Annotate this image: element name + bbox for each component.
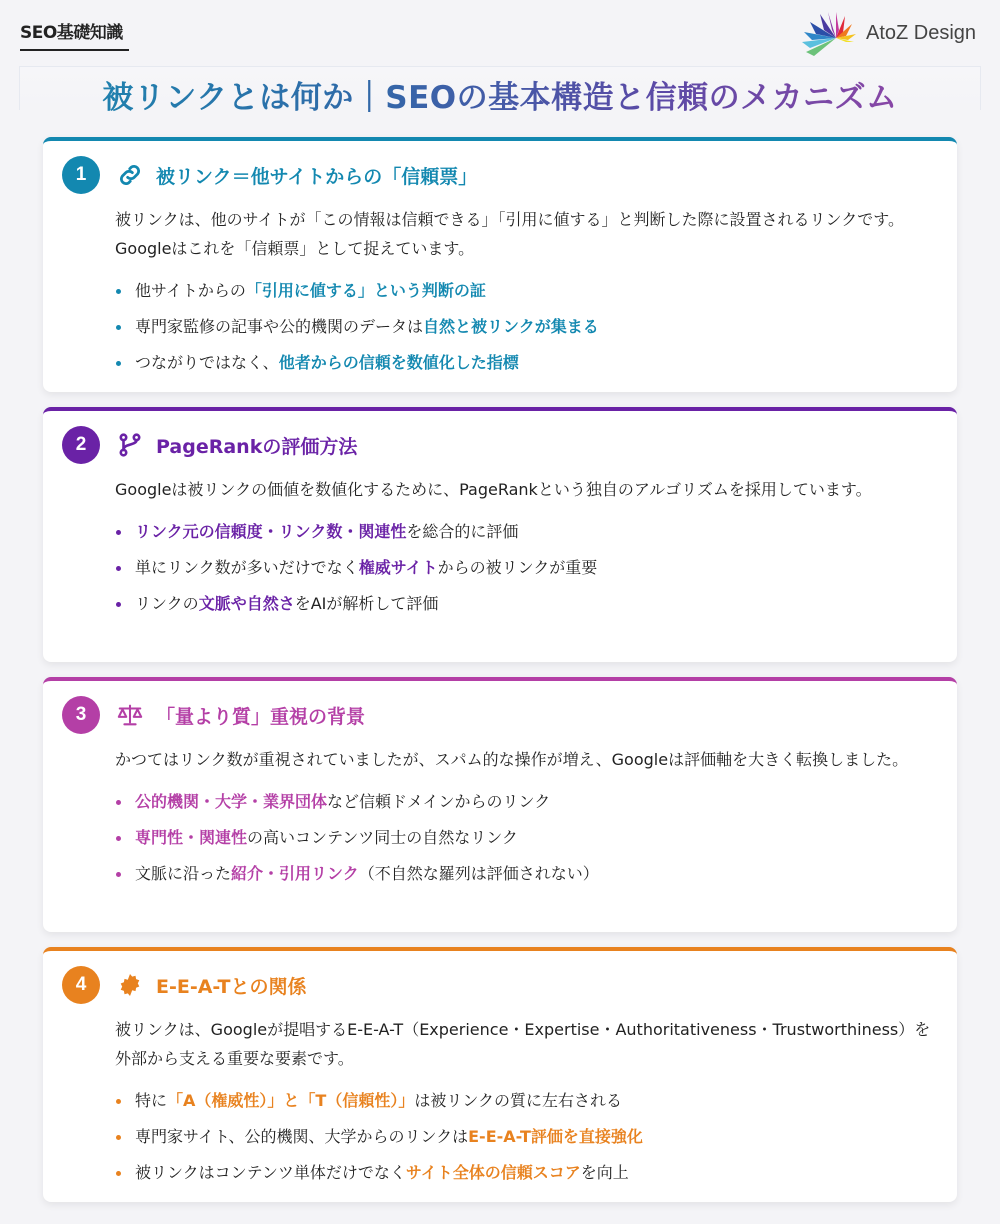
bullet-item: 専門家監修の記事や公的機関のデータは自然と被リンクが集まる xyxy=(115,309,937,345)
section-card-4 xyxy=(43,947,957,1202)
section-header xyxy=(62,696,365,734)
bullet-list xyxy=(115,514,937,622)
bullet-list xyxy=(115,784,937,892)
top-bar xyxy=(0,0,1000,66)
bullet-item: 特に「A（権威性）」と「T（信頼性）」は被リンクの質に左右される xyxy=(115,1083,937,1119)
bullet-item: つながりではなく、他者からの信頼を数値化した指標 xyxy=(115,345,937,381)
section-title: 被リンク＝他サイトからの「信頼票」 xyxy=(156,165,478,188)
section-card-2 xyxy=(43,407,957,662)
section-number-badge: 4 xyxy=(62,966,100,1004)
bullet-item: 被リンクはコンテンツ単体だけでなくサイト全体の信頼スコアを向上 xyxy=(115,1155,937,1191)
bullet-item: 文脈に沿った紹介・引用リンク（不自然な羅列は評価されない） xyxy=(115,856,937,892)
bullet-item: 単にリンク数が多いだけでなく権威サイトからの被リンクが重要 xyxy=(115,550,937,586)
brand xyxy=(800,10,976,56)
branch-icon xyxy=(116,431,144,459)
section-title: E-E-A-Tとの関係 xyxy=(156,975,307,998)
category-label: SEO基礎知識 xyxy=(20,18,129,51)
section-header xyxy=(62,426,357,464)
section-number-badge: 3 xyxy=(62,696,100,734)
bullet-item: 公的機関・大学・業界団体など信頼ドメインからのリンク xyxy=(115,784,937,820)
section-card-3 xyxy=(43,677,957,932)
page-title: 被リンクとは何か｜SEOの基本構造と信頼のメカニズム xyxy=(0,72,1000,117)
section-title: PageRankの評価方法 xyxy=(156,435,358,458)
section-description: 被リンクは、Googleが提唱するE-E-A-T（Experience・Expertise・Authoritativeness・Trustworthiness）を外部から支える重要な要素です。 xyxy=(115,1020,931,1068)
brand-logo-icon xyxy=(800,10,860,56)
bullet-item: 専門家サイト、公的機関、大学からのリンクはE-E-A-T評価を直接強化 xyxy=(115,1119,937,1155)
section-number-badge: 1 xyxy=(62,156,100,194)
section-description: Googleは被リンクの価値を数値化するために、PageRankという独自のアルゴリズムを採用しています。 xyxy=(115,480,872,499)
bullet-item: リンクの文脈や自然さをAIが解析して評価 xyxy=(115,586,937,622)
section-number-badge: 2 xyxy=(62,426,100,464)
bullet-item: 専門性・関連性の高いコンテンツ同士の自然なリンク xyxy=(115,820,937,856)
section-description: 被リンクは、他のサイトが「この情報は信頼できる」「引用に値する」と判断した際に設置されるリンクです。Googleはこれを「信頼票」として捉えています。 xyxy=(115,210,904,258)
section-title: 「量より質」重視の背景 xyxy=(156,705,366,728)
scale-icon xyxy=(116,701,144,729)
brand-name: AtoZ Design xyxy=(866,21,977,44)
link-icon xyxy=(116,161,144,189)
badge-icon xyxy=(116,971,144,999)
section-card-1 xyxy=(43,137,957,392)
bullet-list xyxy=(115,273,937,381)
bullet-item: 他サイトからの「引用に値する」という判断の証 xyxy=(115,273,937,309)
section-header xyxy=(62,156,477,194)
bullet-item: リンク元の信頼度・リンク数・関連性を総合的に評価 xyxy=(115,514,937,550)
bullet-list xyxy=(115,1083,937,1191)
section-description: かつてはリンク数が重視されていましたが、スパム的な操作が増え、Googleは評価軸を大きく転換しました。 xyxy=(115,750,909,769)
section-header xyxy=(62,966,307,1004)
